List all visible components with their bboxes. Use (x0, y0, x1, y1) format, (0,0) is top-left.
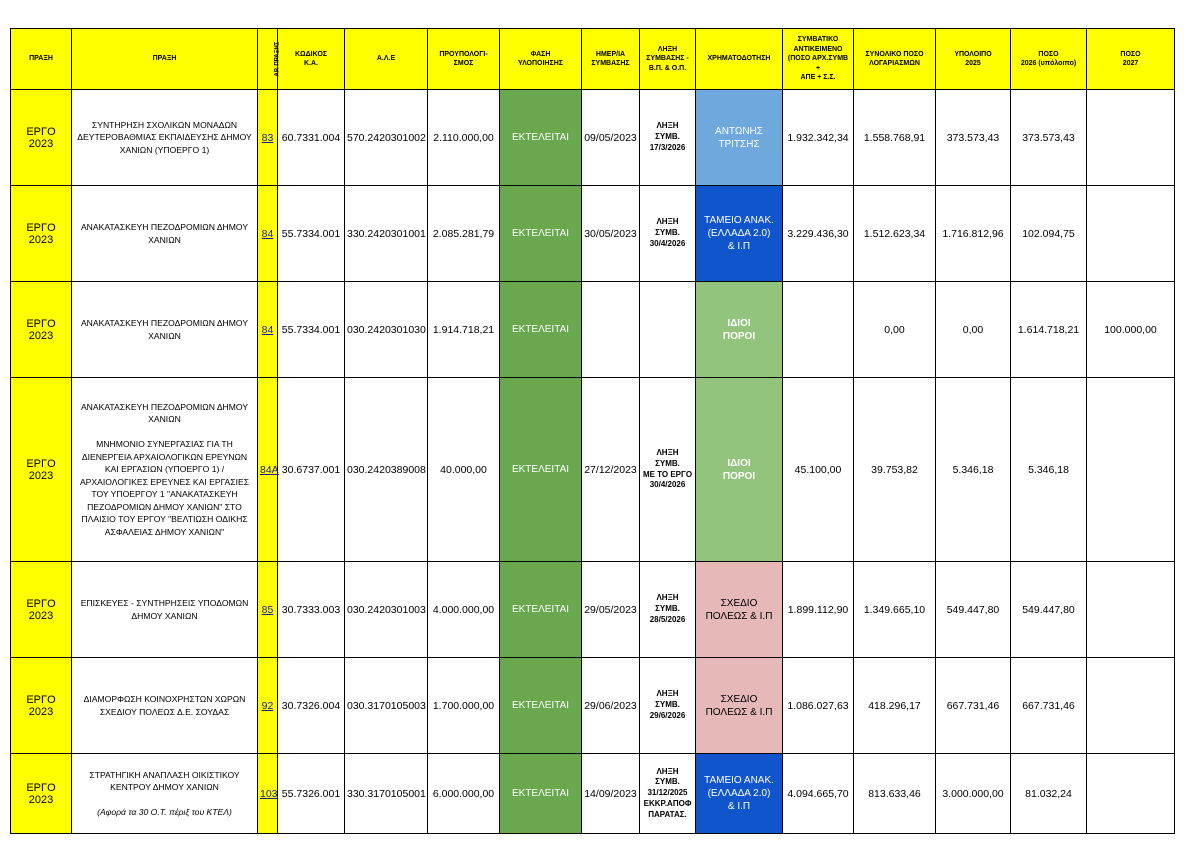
praxi-cell: ΕΡΓΟ 2023 (11, 378, 72, 562)
expiry-line: ΣΥΜΒ. (655, 458, 680, 468)
contract-expiry-cell (640, 658, 696, 754)
amount-2026-cell: 5.346,18 (1011, 378, 1087, 562)
description-cell (72, 754, 258, 834)
amount-2026-cell: 102.094,75 (1011, 186, 1087, 282)
ale-cell: 330.3170105001 (345, 754, 428, 834)
praxi-cell: ΕΡΓΟ 2023 (11, 658, 72, 754)
funding-line: & Ι.Π (727, 241, 751, 252)
praxi-cell: ΕΡΓΟ 2023 (11, 282, 72, 378)
budget-cell: 6.000.000,00 (428, 754, 500, 834)
description-line: ΣΤΡΑΤΗΓΙΚΗ ΑΝΑΠΛΑΣΗ ΟΙΚΙΣΤΙΚΟΥ (89, 769, 240, 780)
phase-cell: ΕΚΤΕΛΕΙΤΑΙ (500, 186, 582, 282)
funding-line: ΙΔΙΟΙ (727, 317, 751, 329)
contract-amount-cell: 3.229.436,30 (783, 186, 854, 282)
amount-2026-cell: 373.573,43 (1011, 90, 1087, 186)
funding-line: ΠΟΡΟΙ (722, 470, 756, 482)
funding-line: ΣΧΕΔΙΟ (720, 693, 758, 705)
header-lixi-l2: ΣΥΜΒΑΣΗΣ - (646, 55, 689, 63)
table-row (11, 658, 1175, 754)
description-line: ΧΑΝΙΩΝ (148, 330, 181, 341)
funding-cell (696, 658, 783, 754)
header-symv-l3: (ΠΟΣΟ ΑΡΧ.ΣΥΜΒ + (787, 55, 849, 72)
ar-praxis-link[interactable]: 103 (260, 787, 278, 800)
contract-expiry-cell (640, 562, 696, 658)
description-line: ΑΡΧΑΙΟΛΟΓΙΚΕΣ ΕΡΕΥΝΕΣ ΚΑΙ ΕΡΓΑΣΙΕΣ (79, 476, 250, 487)
expiry-line: ΣΥΜΒ. (655, 700, 680, 710)
header-xrimatodotisi: ΧΡΗΜΑΤΟΔΟΤΗΣΗ (696, 29, 783, 90)
amount-2027-cell (1087, 186, 1175, 282)
funding-cell (696, 378, 783, 562)
contract-date-cell (582, 282, 640, 378)
phase-cell: ΕΚΤΕΛΕΙΤΑΙ (500, 282, 582, 378)
funding-cell (696, 186, 783, 282)
ale-cell: 570.2420301002 (345, 90, 428, 186)
header-p26-l1: ΠΟΣΟ (1038, 50, 1059, 58)
table-row (11, 282, 1175, 378)
kodikos-cell: 55.7334.001 (278, 186, 345, 282)
table-row (11, 90, 1175, 186)
funding-line: ΠΟΛΕΩΣ & Ι.Π (705, 610, 773, 622)
funding-line: ΠΟΡΟΙ (722, 330, 756, 342)
description-line: ΜΝΗΜΟΝΙΟ ΣΥΝΕΡΓΑΣΙΑΣ ΓΙΑ ΤΗ (96, 439, 233, 450)
header-syn-l1: ΣΥΝΟΛΙΚΟ ΠΟΣΟ (865, 50, 924, 58)
expiry-line: 31/12/2025 (647, 788, 688, 798)
header-poso-2026 (1011, 29, 1087, 90)
kodikos-cell: 30.6737.001 (278, 378, 345, 562)
projects-table (10, 28, 1175, 834)
expiry-line: 29/6/2026 (649, 710, 686, 720)
total-invoices-cell: 0,00 (854, 282, 936, 378)
funding-cell (696, 754, 783, 834)
kodikos-cell: 30.7333.003 (278, 562, 345, 658)
balance-2025-cell: 667.731,46 (936, 658, 1011, 754)
praxi-cell: ΕΡΓΟ 2023 (11, 562, 72, 658)
total-invoices-cell: 813.633,46 (854, 754, 936, 834)
header-ypol-l2: 2025 (965, 60, 981, 67)
expiry-line: ΕΚΚΡ.ΑΠΟΦ (643, 798, 692, 808)
description-line: ΠΕΖΟΔΡΟΜΙΩΝ ΔΗΜΟΥ ΧΑΝΙΩΝ" ΣΤΟ (87, 501, 242, 512)
contract-date-cell: 29/05/2023 (582, 562, 640, 658)
balance-2025-cell: 0,00 (936, 282, 1011, 378)
contract-expiry-cell (640, 754, 696, 834)
description-line: ΔΙΕΝΕΡΓΕΙΑ ΑΡΧΑΙΟΛΟΓΙΚΩΝ ΕΡΕΥΝΩΝ (81, 451, 248, 462)
total-invoices-cell: 1.558.768,91 (854, 90, 936, 186)
budget-cell: 40.000,00 (428, 378, 500, 562)
header-fasi (500, 29, 582, 90)
phase-cell: ΕΚΤΕΛΕΙΤΑΙ (500, 90, 582, 186)
header-fasi-l1: ΦΑΣΗ (530, 50, 551, 58)
contract-amount-cell: 45.100,00 (783, 378, 854, 562)
kodikos-cell: 55.7334.001 (278, 282, 345, 378)
praxi-cell: ΕΡΓΟ 2023 (11, 90, 72, 186)
header-lixi (640, 29, 696, 90)
expiry-line: ΛΗΞΗ (656, 447, 679, 457)
expiry-line: ΣΥΜΒ. (655, 132, 680, 142)
contract-amount-cell: 1.086.027,63 (783, 658, 854, 754)
header-poso-2027 (1087, 29, 1175, 90)
funding-line: (ΕΛΛΑΔΑ 2.0) (707, 788, 771, 799)
praxi-cell: ΕΡΓΟ 2023 (11, 754, 72, 834)
contract-date-cell: 09/05/2023 (582, 90, 640, 186)
funding-line: ΣΧΕΔΙΟ (720, 597, 758, 609)
budget-cell: 2.110.000,00 (428, 90, 500, 186)
description-line: ΔΗΜΟΥ ΧΑΝΙΩΝ (131, 610, 198, 621)
phase-cell: ΕΚΤΕΛΕΙΤΑΙ (500, 562, 582, 658)
expiry-line: 30/4/2026 (649, 480, 686, 490)
expiry-line: ΣΥΜΒ. (655, 604, 680, 614)
ar-praxis-cell (258, 658, 278, 754)
contract-date-cell: 29/06/2023 (582, 658, 640, 754)
amount-2026-cell: 1.614.718,21 (1011, 282, 1087, 378)
description-cell (72, 658, 258, 754)
header-praxi-desc: ΠΡΑΞΗ (72, 29, 258, 90)
amount-2026-cell: 81.032,24 (1011, 754, 1087, 834)
header-syn-l2: ΛΟΓΑΡΙΑΣΜΩΝ (869, 60, 920, 67)
contract-amount-cell: 1.932.342,34 (783, 90, 854, 186)
header-ypol-l1: ΥΠΟΛΟΙΠΟ (954, 50, 992, 58)
phase-cell: ΕΚΤΕΛΕΙΤΑΙ (500, 754, 582, 834)
ale-cell: 030.2420301003 (345, 562, 428, 658)
header-ar-praxis (258, 29, 281, 90)
expiry-line: ΣΥΜΒ. (655, 228, 680, 238)
funding-line: & Ι.Π (727, 801, 751, 812)
total-invoices-cell: 39.753,82 (854, 378, 936, 562)
total-invoices-cell: 1.349.665,10 (854, 562, 936, 658)
header-kodikos (278, 29, 345, 90)
amount-2027-cell (1087, 562, 1175, 658)
header-ypoloipo (936, 29, 1011, 90)
description-line: ΣΧΕΔΙΟΥ ΠΟΛΕΩΣ Δ.Ε. ΣΟΥΔΑΣ (99, 706, 230, 717)
header-kodikos-l1: ΚΩΔΙΚΟΣ (294, 50, 328, 58)
ar-praxis-cell (258, 186, 278, 282)
contract-expiry-cell (640, 378, 696, 562)
description-line: ΠΛΑΙΣΙΟ ΤΟΥ ΕΡΓΟΥ "ΒΕΛΤΙΩΣΗ ΟΔΙΚΗΣ (81, 514, 248, 525)
contract-amount-cell (783, 282, 854, 378)
funding-line: (ΕΛΛΑΔΑ 2.0) (707, 228, 771, 239)
ar-praxis-link[interactable]: 84 (261, 227, 274, 240)
header-symv-l1: ΣΥΜΒΑΤΙΚΟ (797, 36, 839, 44)
ar-praxis-link[interactable]: 92 (261, 699, 274, 712)
praxi-cell: ΕΡΓΟ 2023 (11, 186, 72, 282)
header-fasi-l2: ΥΛΟΠΟΙΗΣΗΣ (518, 60, 563, 67)
header-imer-l1: ΗΜΕΡ/ΙΑ (595, 50, 626, 58)
expiry-line: ΠΑΡΑΤΑΣ. (648, 809, 687, 819)
total-invoices-cell: 1.512.623,34 (854, 186, 936, 282)
expiry-line: 28/5/2026 (649, 614, 686, 624)
description-line: ΧΑΝΙΩΝ (148, 414, 181, 425)
balance-2025-cell: 5.346,18 (936, 378, 1011, 562)
balance-2025-cell: 549.447,80 (936, 562, 1011, 658)
amount-2026-cell: 549.447,80 (1011, 562, 1087, 658)
header-ar-praxis-text: ΑΡ. ΠΡΑΞΗΣ (274, 41, 281, 77)
funding-line: ΤΑΜΕΙΟ ΑΝΑΚ. (704, 215, 774, 226)
kodikos-cell: 55.7326.001 (278, 754, 345, 834)
contract-amount-cell: 4.094.665,70 (783, 754, 854, 834)
description-line: ΚΕΝΤΡΟΥ ΔΗΜΟΥ ΧΑΝΙΩΝ (110, 782, 219, 793)
header-proypologismos (428, 29, 500, 90)
header-symvatiko (783, 29, 854, 90)
header-row (11, 29, 1175, 90)
ar-praxis-link[interactable]: 83 (261, 131, 274, 144)
contract-expiry-cell (640, 282, 696, 378)
header-synoliko (854, 29, 936, 90)
description-line: ΑΝΑΚΑΤΑΣΚΕΥΗ ΠΕΖΟΔΡΟΜΙΩΝ ΔΗΜΟΥ (80, 222, 249, 233)
contract-date-cell: 14/09/2023 (582, 754, 640, 834)
ar-praxis-link[interactable]: 84Α (260, 463, 279, 476)
header-symv-l2: ΑΝΤΙΚΕΙΜΕΝΟ (793, 45, 843, 53)
description-cell (72, 378, 258, 562)
expiry-line: 17/3/2026 (649, 142, 686, 152)
description-line: ΤΟΥ ΥΠΟΕΡΓΟΥ 1 "ΑΝΑΚΑΤΑΣΚΕΥΗ (91, 489, 238, 500)
expiry-line: ΛΗΞΗ (656, 766, 679, 776)
kodikos-cell: 60.7331.004 (278, 90, 345, 186)
balance-2025-cell: 3.000.000,00 (936, 754, 1011, 834)
ale-cell: 030.2420301030 (345, 282, 428, 378)
total-invoices-cell: 418.296,17 (854, 658, 936, 754)
expiry-line: 30/4/2026 (649, 238, 686, 248)
table-row (11, 562, 1175, 658)
amount-2027-cell (1087, 658, 1175, 754)
description-line: ΚΑΙ ΕΡΓΑΣΙΩΝ (ΥΠΟΕΡΓΟ 1) / (104, 464, 225, 475)
header-p27-l1: ΠΟΣΟ (1120, 50, 1141, 58)
expiry-line: ΛΗΞΗ (656, 121, 679, 131)
funding-line: ΙΔΙΟΙ (727, 457, 751, 469)
table-row (11, 378, 1175, 562)
header-p26-l2: 2026 (υπόλοιπο) (1020, 60, 1077, 67)
description-line: ΣΥΝΤΗΡΗΣΗ ΣΧΟΛΙΚΩΝ ΜΟΝΑΔΩΝ (91, 119, 238, 130)
header-lixi-l1: ΛΗΞΗ (657, 45, 678, 53)
description-line: ΕΠΙΣΚΕΥΕΣ - ΣΥΝΤΗΡΗΣΕΙΣ ΥΠΟΔΟΜΩΝ (80, 598, 249, 609)
header-proyp-l2: ΣΜΟΣ (453, 60, 474, 67)
balance-2025-cell: 373.573,43 (936, 90, 1011, 186)
ar-praxis-cell (258, 282, 278, 378)
description-line: ΔΙΑΜΟΡΦΩΣΗ ΚΟΙΝΟΧΡΗΣΤΩΝ ΧΩΡΩΝ (83, 694, 246, 705)
ar-praxis-cell (258, 562, 278, 658)
kodikos-cell: 30.7326.004 (278, 658, 345, 754)
budget-cell: 1.700.000,00 (428, 658, 500, 754)
amount-2027-cell (1087, 90, 1175, 186)
description-line: ΔΕΥΤΕΡΟΒΑΘΜΙΑΣ ΕΚΠΑΙΔΕΥΣΗΣ ΔΗΜΟΥ (77, 132, 252, 143)
funding-cell (696, 90, 783, 186)
ar-praxis-link[interactable]: 84 (261, 323, 274, 336)
contract-date-cell: 27/12/2023 (582, 378, 640, 562)
description-line: ΑΝΑΚΑΤΑΣΚΕΥΗ ΠΕΖΟΔΡΟΜΙΩΝ ΔΗΜΟΥ (80, 318, 249, 329)
description-cell (72, 90, 258, 186)
amount-2027-cell (1087, 378, 1175, 562)
funding-line: ΑΝΤΩΝΗΣ (715, 125, 763, 137)
contract-date-cell: 30/05/2023 (582, 186, 640, 282)
funding-line: ΤΡΙΤΣΗΣ (718, 138, 760, 150)
header-imer-l2: ΣΥΜΒΑΣΗΣ (591, 60, 630, 67)
description-cell (72, 186, 258, 282)
budget-cell: 2.085.281,79 (428, 186, 500, 282)
expiry-line: ΛΗΞΗ (656, 217, 679, 227)
header-p27-l2: 2027 (1122, 60, 1139, 67)
expiry-line: ΣΥΜΒ. (655, 777, 680, 787)
funding-line: ΠΟΛΕΩΣ & Ι.Π (705, 706, 773, 718)
ar-praxis-cell (258, 754, 278, 834)
contract-expiry-cell (640, 90, 696, 186)
description-line: ΧΑΝΙΩΝ (148, 234, 181, 245)
header-ale: Α.Λ.Ε (345, 29, 428, 90)
ar-praxis-link[interactable]: 85 (261, 603, 274, 616)
header-lixi-l3: Β.Π. & Ο.Π. (648, 64, 687, 72)
ar-praxis-cell (258, 378, 278, 562)
description-line: ΑΝΑΚΑΤΑΣΚΕΥΗ ΠΕΖΟΔΡΟΜΙΩΝ ΔΗΜΟΥ (80, 402, 249, 412)
funding-cell (696, 282, 783, 378)
phase-cell: ΕΚΤΕΛΕΙΤΑΙ (500, 378, 582, 562)
header-proyp-l1: ΠΡΟΥΠΟΛΟΓΙ- (439, 50, 488, 58)
amount-2027-cell: 100.000,00 (1087, 282, 1175, 378)
table-body (11, 90, 1175, 834)
budget-cell: 1.914.718,21 (428, 282, 500, 378)
budget-cell: 4.000.000,00 (428, 562, 500, 658)
description-line: ΧΑΝΙΩΝ (ΥΠΟΕΡΓΟ 1) (119, 144, 210, 155)
header-praxi: ΠΡΑΞΗ (11, 29, 72, 90)
header-symv-l4: ΑΠΕ + Σ.Σ. (800, 74, 836, 82)
expiry-line: ΛΗΞΗ (656, 593, 679, 603)
description-cell (72, 562, 258, 658)
expiry-line: ΜΕ ΤΟ ΕΡΓΟ (642, 469, 693, 479)
expiry-line: ΛΗΞΗ (656, 689, 679, 699)
table-row (11, 754, 1175, 834)
description-note: (Αφορά τα 30 Ο.Τ. πέριξ του ΚΤΕΛ) (97, 806, 232, 817)
amount-2026-cell: 667.731,46 (1011, 658, 1087, 754)
header-imer (582, 29, 640, 90)
amount-2027-cell (1087, 754, 1175, 834)
table-row (11, 186, 1175, 282)
description-line: ΑΣΦΑΛΕΙΑΣ ΔΗΜΟΥ ΧΑΝΙΩΝ" (104, 526, 225, 537)
funding-cell (696, 562, 783, 658)
phase-cell: ΕΚΤΕΛΕΙΤΑΙ (500, 658, 582, 754)
balance-2025-cell: 1.716.812,96 (936, 186, 1011, 282)
contract-amount-cell: 1.899.112,90 (783, 562, 854, 658)
ar-praxis-cell (258, 90, 278, 186)
contract-expiry-cell (640, 186, 696, 282)
ale-cell: 030.2420389008 (345, 378, 428, 562)
header-kodikos-l2: Κ.Α. (304, 60, 318, 67)
description-cell (72, 282, 258, 378)
ale-cell: 330.2420301001 (345, 186, 428, 282)
ale-cell: 030.3170105003 (345, 658, 428, 754)
funding-line: ΤΑΜΕΙΟ ΑΝΑΚ. (704, 775, 774, 786)
